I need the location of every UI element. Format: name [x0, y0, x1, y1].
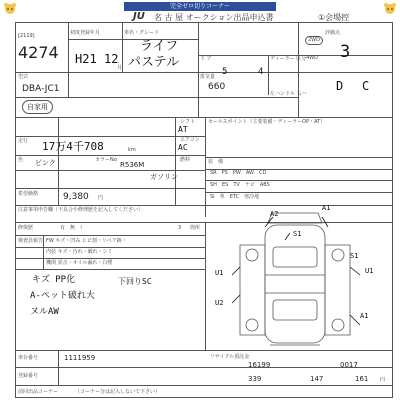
damage-s1-left: S1 — [293, 230, 302, 238]
inspect-row2: 内装 キズ・汚れ・破れ・シミ — [46, 249, 113, 255]
damage-a1-top: A1 — [322, 204, 331, 212]
mileage-unit: km — [128, 147, 136, 153]
price-unit: 円 — [98, 195, 104, 201]
recycle-amount-3: 339 — [248, 375, 262, 383]
caution-label: 注意事項申告欄（不具合や修理歴を記入してください） — [18, 207, 144, 213]
mascot-left-icon — [2, 0, 18, 12]
note-line1: キズ PP化 — [32, 275, 76, 285]
fuel-value: ガソリン — [150, 173, 178, 181]
brand-logo: JU — [133, 11, 145, 22]
repair-unit: 箇所 — [190, 225, 201, 231]
top-banner — [0, 0, 400, 12]
first-reg-month: 12 — [104, 52, 119, 66]
damage-u1-left: U1 — [215, 269, 224, 277]
mascot-right-icon — [382, 0, 398, 12]
damage-a2: A2 — [270, 210, 279, 218]
equipment-label: 装 備 — [208, 159, 224, 165]
damage-u2: U2 — [215, 299, 224, 307]
model-grade-label: 車名・グレード — [124, 30, 160, 36]
damage-a1-low: A1 — [360, 312, 369, 320]
inspect-row3: 機関 異音・オイル漏れ・白煙 — [46, 260, 113, 266]
venue-copy-label: ①会場控 — [318, 13, 350, 22]
door-count: 5 — [222, 67, 228, 77]
form-title: 名 古 屋 オークション出品申込書 — [154, 13, 274, 22]
damage-s1-right: S1 — [350, 252, 359, 260]
seat-count: 4 — [258, 67, 264, 77]
color-no-label: カラーNo — [95, 157, 117, 163]
banner-title: 完全ゼロ切りコーナー — [124, 2, 276, 11]
equip-row2: SH ES TV ナビ ABS — [210, 182, 270, 188]
recycle-yen: 円 — [380, 377, 386, 383]
recycle-amount-5: 161 — [355, 375, 369, 383]
price-value: 9,380 — [63, 192, 89, 202]
drive-4wd: 4WD — [306, 55, 318, 61]
car-damage-diagram — [210, 205, 390, 353]
note-line4: 下回りSC — [118, 277, 152, 286]
grade: パステル — [128, 55, 180, 70]
previous-corner-label: 前回出品コーナー — [18, 389, 59, 395]
first-reg-year: H21 — [75, 52, 97, 66]
model-code: DBA-JC1 — [22, 84, 60, 94]
model-type-label: 型式 — [18, 74, 29, 80]
reg-number-label: 登録番号 — [18, 373, 39, 379]
equip-row1: SR PS PW AW CD — [210, 170, 267, 176]
exterior-grade: C — [362, 79, 370, 93]
damage-u1-right: U1 — [365, 267, 374, 275]
chassis-label: 車台番号 — [18, 355, 39, 361]
recycle-amount-1: 16199 — [248, 361, 271, 369]
inspect-row1: FW キズ・凹み ヒビ割・リペア跡・ — [46, 238, 127, 244]
equip-row3: SI 革 ETC 寒冷地 — [210, 194, 260, 200]
interior-grade: D — [336, 79, 344, 93]
model-name: ライフ — [140, 39, 179, 54]
aircon-value: AC — [178, 143, 188, 152]
drive-2wd: 2WD — [305, 36, 323, 45]
eval-score: 3 — [340, 42, 351, 62]
color-value: ピンク — [35, 159, 56, 167]
color-code: R536M — [120, 161, 145, 169]
repair-count: 3 — [178, 225, 182, 231]
eval-label: 評価点 — [325, 30, 341, 36]
seller-points-label: セールスポイント（主要装備・ディーラーOP・AT） — [208, 119, 326, 125]
chassis-number: 1111959 — [64, 354, 96, 362]
shift-value: AT — [178, 125, 188, 134]
usage-private: 自家用 — [22, 100, 53, 114]
cc-label: 排気量 — [200, 74, 216, 80]
door-label: ド ア — [200, 56, 212, 62]
recycle-amount-4: 147 — [310, 375, 324, 383]
steering-label: 左ハンドル 右ハ — [270, 91, 307, 97]
price-label: 希望価格 — [18, 191, 39, 197]
previous-corner-note: （コーナー分は記入しないで下さい） — [75, 389, 161, 395]
repair-within: 有 無 （ — [60, 225, 83, 231]
recycle-amount-2: 0017 — [340, 361, 358, 369]
mileage-label: 走行 — [18, 138, 29, 144]
recycle-label: リサイクル預託金 — [210, 354, 250, 360]
mileage-value: 17万4千708 — [42, 140, 104, 153]
fuel-label: 燃料 — [180, 157, 191, 163]
inspector-label: 検査員報告 — [18, 238, 44, 244]
displacement: 660 — [208, 82, 226, 92]
aircon-label: エアコン — [180, 137, 200, 143]
repair-label: 修復歴 — [18, 225, 34, 231]
lot-small-code: [2119] — [18, 33, 35, 39]
dealer-label: ディーラー 区分 — [270, 56, 307, 62]
note-line3: ヌルAW — [30, 307, 59, 317]
shift-label: シフト — [180, 119, 196, 125]
note-line2: A-ペット破れ大 — [30, 291, 95, 301]
first-reg-label: 初度登録年月 — [70, 30, 101, 36]
color-label: 色 — [18, 157, 24, 163]
lot-number: 4274 — [18, 43, 59, 62]
